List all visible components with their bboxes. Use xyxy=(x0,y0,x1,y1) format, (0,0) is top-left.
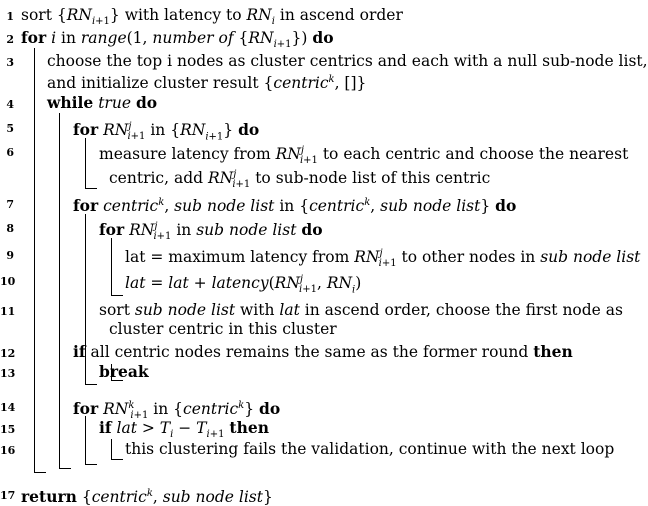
line-number-3: 3 xyxy=(6,56,14,69)
algo-line-text-7: for centric$^k$, sub node list in {centric$^k$, sub node list} do xyxy=(73,196,517,216)
algo-line-text-3b: and initialize cluster result {centric$^k$, []} xyxy=(47,74,367,93)
algo-line-text-5: for $RN^j_{i+1}$ in $\{RN_{i+1}\}$ do xyxy=(73,120,260,143)
line-number-17: 17 xyxy=(0,489,16,502)
line-number-10: 10 xyxy=(0,275,16,288)
algo-line-text-14: for $RN^k_{i+1}$ in {centric$^k$} do xyxy=(73,399,281,422)
rule-for-rnk xyxy=(85,416,86,464)
rule-for-subnode xyxy=(111,238,112,295)
algo-line-text-8: for $RN^j_{i+1}$ in sub node list do xyxy=(99,220,323,243)
line-number-14: 14 xyxy=(0,401,16,414)
algo-line-text-10: lat = lat + $latency(RN^j_{i+1}$, $RN_i$) xyxy=(125,274,362,296)
algo-line-text-9: lat = maximum latency from $RN^j_{i+1}$ to other nodes in sub node list xyxy=(125,248,641,270)
line-number-16: 16 xyxy=(0,444,16,457)
rule-for-i-end xyxy=(34,472,46,473)
rule-for-rnk-end xyxy=(85,464,97,465)
rule-if-lat xyxy=(111,439,112,459)
rule-for-centric-end xyxy=(85,384,97,385)
algo-line-text-11b: cluster centric in this cluster xyxy=(109,320,337,338)
line-number-2: 2 xyxy=(6,33,14,46)
algo-line-text-1: sort $\{RN_{i+1}\}$ with latency to $RN_i$ in ascend order xyxy=(21,6,403,28)
rule-for-rn xyxy=(85,138,86,188)
algo-line-text-11: sort sub node list with lat in ascend order, choose the first node as xyxy=(99,301,623,319)
algo-line-text-16: this clustering fails the validation, continue with the next loop xyxy=(125,440,615,458)
line-number-4: 4 xyxy=(6,98,14,111)
rule-if-break-end xyxy=(111,380,123,381)
algo-line-text-17: return {centric$^k$, sub node list} xyxy=(21,487,273,506)
algo-line-text-2: for i in range(1, number of $\{RN_{i+1}\}$) do xyxy=(21,28,334,51)
rule-while-end xyxy=(59,468,71,469)
rule-for-rn-end xyxy=(85,188,97,189)
line-number-7: 7 xyxy=(6,198,14,211)
line-number-11: 11 xyxy=(0,305,16,318)
algo-line-text-3: choose the top i nodes as cluster centrics and each with a null sub-node list, xyxy=(47,52,648,70)
algo-line-text-15: if lat > $T_i - T_{i+1}$ then xyxy=(99,418,269,441)
algo-line-text-6: measure latency from $RN^j_{i+1}$ to each centric and choose the nearest xyxy=(99,145,629,167)
rule-if-lat-end xyxy=(111,459,123,460)
line-number-1: 1 xyxy=(6,10,14,23)
algo-line-text-12: if all centric nodes remains the same as the former round then xyxy=(73,342,573,361)
line-number-8: 8 xyxy=(6,222,14,235)
algo-line-text-6b: centric, add $RN^j_{i+1}$ to sub-node list of this centric xyxy=(109,169,491,191)
line-number-6: 6 xyxy=(6,146,14,159)
rule-if-break xyxy=(111,364,112,380)
line-number-15: 15 xyxy=(0,423,16,436)
line-number-9: 9 xyxy=(6,249,14,262)
rule-for-subnode-end xyxy=(111,295,123,296)
rule-for-i xyxy=(34,48,35,472)
algo-line-text-13: break xyxy=(99,362,149,381)
algo-line-text-4: while true do xyxy=(47,93,158,112)
rule-while xyxy=(59,113,60,468)
line-number-12: 12 xyxy=(0,347,16,360)
line-number-5: 5 xyxy=(6,122,14,135)
line-number-13: 13 xyxy=(0,367,16,380)
rule-for-centric xyxy=(85,214,86,384)
